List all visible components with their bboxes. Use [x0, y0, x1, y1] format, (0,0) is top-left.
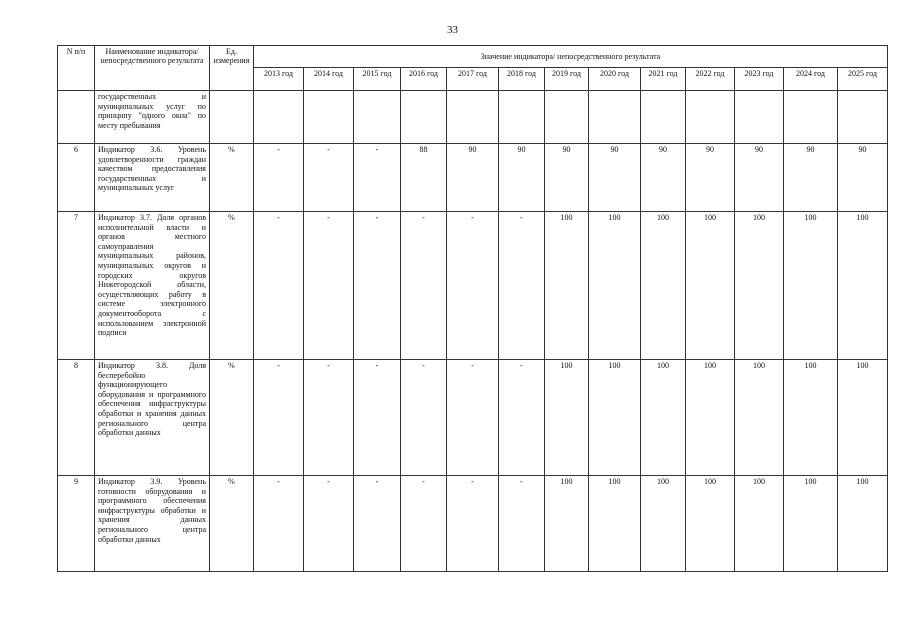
table-row	[58, 212, 888, 360]
value-cell: -	[304, 360, 354, 476]
indicator-table	[57, 45, 888, 572]
header-unit: Ед. измерения	[210, 46, 254, 91]
value-cell: 90	[499, 144, 545, 212]
year-header: 2016 год	[401, 68, 447, 91]
value-cell: 100	[838, 212, 888, 360]
value-cell: 100	[735, 212, 784, 360]
indicator-name: Индикатор 3.8. Доля бесперебойно функционирующего оборудования и программного обеспечения инфраструктуры обработки и хранения данных регионального центра обработки данных	[95, 360, 210, 476]
value-cell	[304, 91, 354, 144]
unit-cell: %	[210, 212, 254, 360]
year-header: 2023 год	[735, 68, 784, 91]
year-header: 2021 год	[641, 68, 686, 91]
unit-cell: %	[210, 476, 254, 572]
value-cell: 100	[545, 360, 589, 476]
value-cell: 100	[641, 212, 686, 360]
year-header: 2025 год	[838, 68, 888, 91]
value-cell	[641, 91, 686, 144]
value-cell: -	[401, 476, 447, 572]
year-header: 2024 год	[784, 68, 838, 91]
value-cell	[545, 91, 589, 144]
value-cell: -	[254, 144, 304, 212]
value-cell: 100	[686, 360, 735, 476]
indicator-name: Индикатор 3.7. Доля органов исполнительной власти и органов местного самоуправления муниципальных районов, муниципальных округов и городских округов Нижегородской области, осуществляющих работу в системе электронного документооборота с использованием электронной подписи	[95, 212, 210, 360]
row-number: 6	[58, 144, 95, 212]
year-header: 2020 год	[589, 68, 641, 91]
value-cell: 90	[589, 144, 641, 212]
value-cell: 100	[784, 476, 838, 572]
value-cell: 100	[686, 476, 735, 572]
value-cell: -	[447, 212, 499, 360]
value-cell	[499, 91, 545, 144]
value-cell	[838, 91, 888, 144]
value-cell: -	[354, 476, 401, 572]
value-cell: 90	[686, 144, 735, 212]
value-cell: 90	[838, 144, 888, 212]
value-cell: 100	[589, 360, 641, 476]
table-row	[58, 476, 888, 572]
value-cell: -	[499, 476, 545, 572]
year-header: 2018 год	[499, 68, 545, 91]
value-cell: -	[304, 476, 354, 572]
value-cell	[784, 91, 838, 144]
table-body	[58, 91, 888, 572]
year-header: 2019 год	[545, 68, 589, 91]
value-cell: 90	[784, 144, 838, 212]
value-cell: -	[447, 360, 499, 476]
value-cell: 100	[784, 360, 838, 476]
row-number: 8	[58, 360, 95, 476]
value-cell: -	[499, 212, 545, 360]
value-cell: -	[304, 212, 354, 360]
unit-cell: %	[210, 360, 254, 476]
year-header: 2014 год	[304, 68, 354, 91]
value-cell: 100	[589, 212, 641, 360]
value-cell	[589, 91, 641, 144]
value-cell	[735, 91, 784, 144]
value-cell: -	[447, 476, 499, 572]
year-header: 2013 год	[254, 68, 304, 91]
value-cell: -	[401, 212, 447, 360]
value-cell: 100	[641, 476, 686, 572]
header-value-group: Значение индикатора/ непосредственного результата	[254, 46, 888, 68]
value-cell	[401, 91, 447, 144]
value-cell: 100	[686, 212, 735, 360]
value-cell: 100	[838, 476, 888, 572]
header-name: Наименование индикатора/непосредственного результата	[95, 46, 210, 91]
value-cell	[354, 91, 401, 144]
value-cell: 90	[447, 144, 499, 212]
value-cell: -	[304, 144, 354, 212]
row-number: 9	[58, 476, 95, 572]
page-number: 33	[447, 24, 458, 36]
header-number: N п/п	[58, 46, 95, 91]
value-cell: 100	[735, 476, 784, 572]
year-header: 2015 год	[354, 68, 401, 91]
header-row	[58, 46, 888, 68]
value-cell: -	[254, 212, 304, 360]
value-cell: 88	[401, 144, 447, 212]
indicator-name: Индикатор 3.6. Уровень удовлетворенности граждан качеством предоставления государственных и муниципальных услуг	[95, 144, 210, 212]
unit-cell	[210, 91, 254, 144]
value-cell: 100	[545, 212, 589, 360]
value-cell: 100	[735, 360, 784, 476]
value-cell: 90	[735, 144, 784, 212]
value-cell: 100	[784, 212, 838, 360]
unit-cell: %	[210, 144, 254, 212]
value-cell: 100	[589, 476, 641, 572]
row-number	[58, 91, 95, 144]
value-cell: -	[401, 360, 447, 476]
table-row	[58, 91, 888, 144]
indicator-name: государственных и муниципальных услуг по принципу "одного окна" по месту пребывания	[95, 91, 210, 144]
value-cell: -	[254, 476, 304, 572]
year-header: 2017 год	[447, 68, 499, 91]
value-cell	[254, 91, 304, 144]
value-cell: -	[354, 144, 401, 212]
value-cell	[447, 91, 499, 144]
value-cell: 90	[641, 144, 686, 212]
table-row	[58, 360, 888, 476]
year-header: 2022 год	[686, 68, 735, 91]
value-cell: -	[499, 360, 545, 476]
value-cell: 100	[545, 476, 589, 572]
value-cell: 100	[641, 360, 686, 476]
table-row	[58, 144, 888, 212]
value-cell: 90	[545, 144, 589, 212]
value-cell	[686, 91, 735, 144]
value-cell: 100	[838, 360, 888, 476]
value-cell: -	[354, 212, 401, 360]
value-cell: -	[254, 360, 304, 476]
row-number: 7	[58, 212, 95, 360]
value-cell: -	[354, 360, 401, 476]
indicator-name: Индикатор 3.9. Уровень готовности оборудования и программного обеспечения инфраструктуры обработки и хранения данных регионального центра обработки данных	[95, 476, 210, 572]
